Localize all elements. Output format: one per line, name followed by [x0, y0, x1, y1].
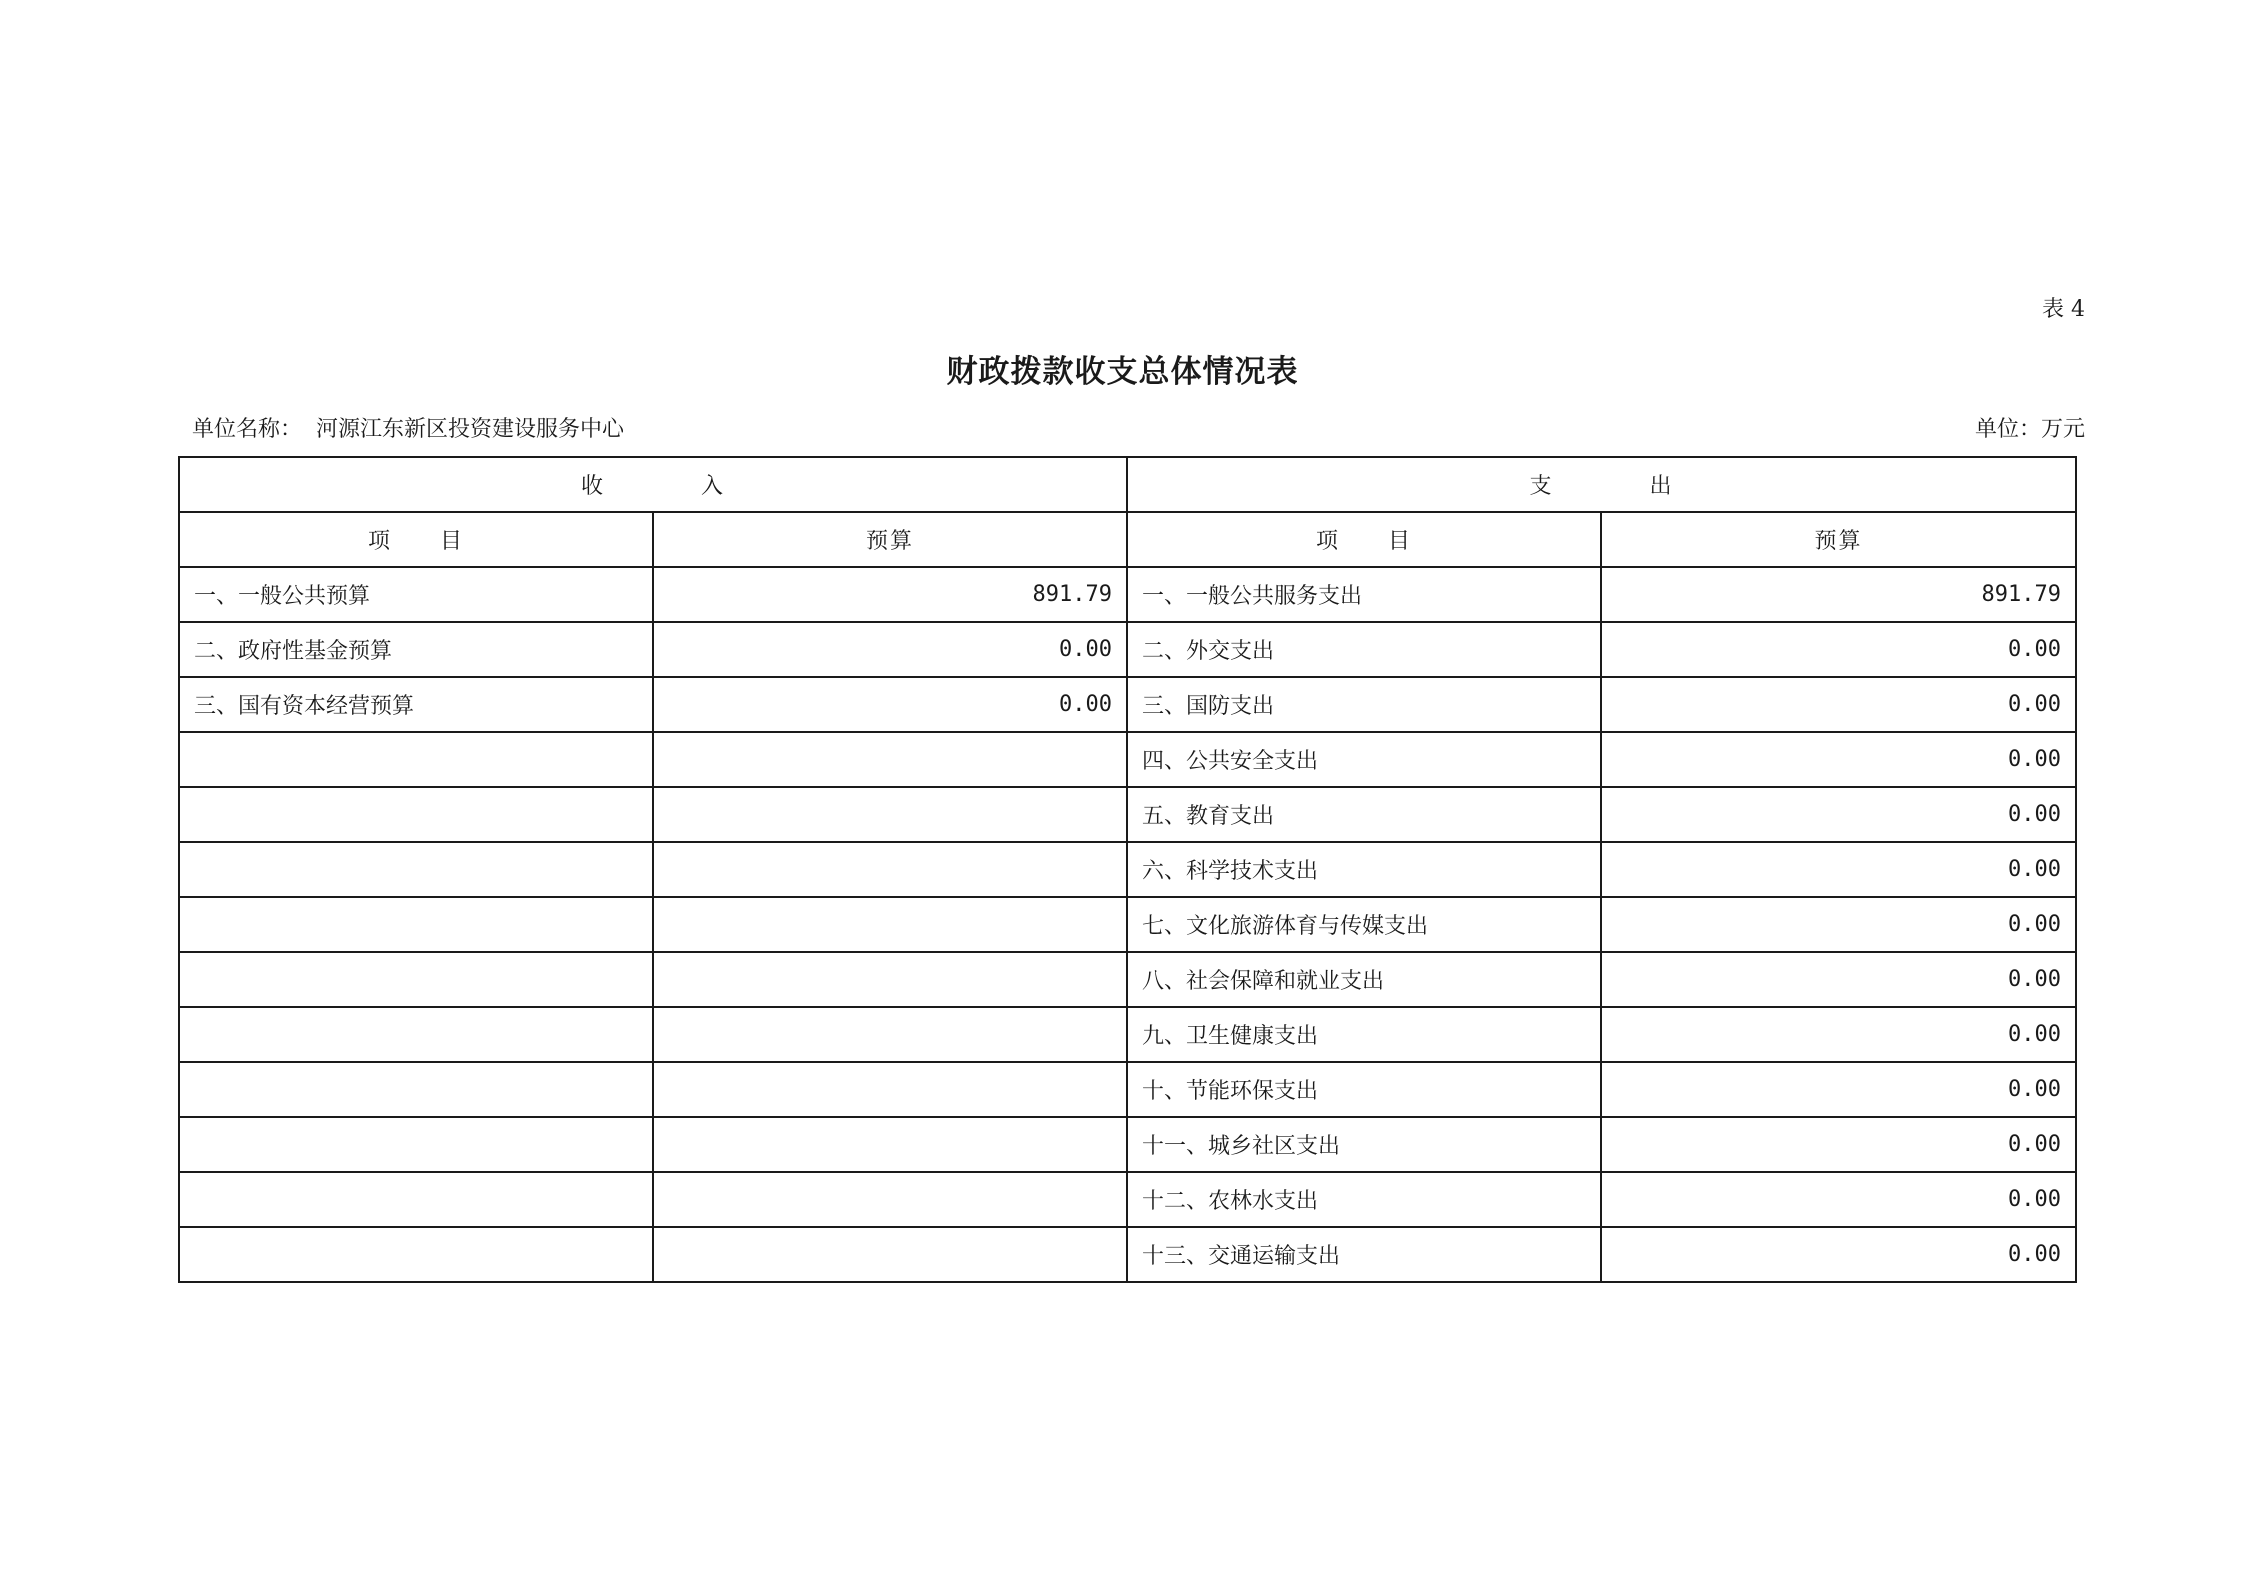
income-item-cell	[179, 952, 653, 1007]
table-row	[179, 677, 2076, 732]
table-row	[179, 1117, 2076, 1172]
expense-budget-header: 预算	[1601, 512, 2076, 567]
income-item-cell	[179, 1117, 653, 1172]
unit-name-group	[192, 412, 624, 443]
income-item-cell	[179, 897, 653, 952]
income-budget-cell	[653, 732, 1127, 787]
income-item-header: 项 目	[179, 512, 653, 567]
income-budget-cell: 0.00	[653, 677, 1127, 732]
income-item-cell	[179, 1062, 653, 1117]
expense-budget-cell: 0.00	[1601, 1172, 2076, 1227]
income-budget-cell: 0.00	[653, 622, 1127, 677]
expense-item-cell: 十一、城乡社区支出	[1127, 1117, 1601, 1172]
table-row	[179, 732, 2076, 787]
table-row	[179, 1007, 2076, 1062]
income-budget-cell	[653, 1007, 1127, 1062]
table-row	[179, 1227, 2076, 1282]
expense-item-cell: 八、社会保障和就业支出	[1127, 952, 1601, 1007]
unit-name-label: 单位名称：	[192, 417, 303, 442]
income-item-cell	[179, 1172, 653, 1227]
expense-budget-cell: 0.00	[1601, 1117, 2076, 1172]
income-budget-cell	[653, 1117, 1127, 1172]
expense-budget-cell: 0.00	[1601, 1062, 2076, 1117]
table-number: 表 4	[2042, 297, 2085, 322]
income-item-cell	[179, 842, 653, 897]
expense-budget-cell: 0.00	[1601, 787, 2076, 842]
income-item-cell: 三、国有资本经营预算	[179, 677, 653, 732]
budget-table	[178, 456, 2077, 1283]
income-budget-cell	[653, 1172, 1127, 1227]
expense-item-cell: 十二、农林水支出	[1127, 1172, 1601, 1227]
income-item-cell	[179, 732, 653, 787]
income-header: 收 入	[179, 457, 1127, 512]
table-row	[179, 1062, 2076, 1117]
unit-label: 单位：万元	[1974, 417, 2085, 442]
expense-item-cell: 二、外交支出	[1127, 622, 1601, 677]
table-row	[179, 897, 2076, 952]
income-budget-cell	[653, 1227, 1127, 1282]
table-row	[179, 1172, 2076, 1227]
expense-item-cell: 十三、交通运输支出	[1127, 1227, 1601, 1282]
income-budget-cell: 891.79	[653, 567, 1127, 622]
expense-item-cell: 七、文化旅游体育与传媒支出	[1127, 897, 1601, 952]
page-title: 财政拨款收支总体情况表	[946, 354, 1299, 390]
table-row	[179, 842, 2076, 897]
meta-row	[192, 412, 2085, 443]
expense-budget-cell: 891.79	[1601, 567, 2076, 622]
expense-item-header: 项 目	[1127, 512, 1601, 567]
income-budget-cell	[653, 842, 1127, 897]
expense-item-cell: 一、一般公共服务支出	[1127, 567, 1601, 622]
column-header-row	[179, 512, 2076, 567]
income-budget-cell	[653, 1062, 1127, 1117]
section-header-row	[179, 457, 2076, 512]
income-budget-cell	[653, 897, 1127, 952]
expense-budget-cell: 0.00	[1601, 622, 2076, 677]
expense-item-cell: 九、卫生健康支出	[1127, 1007, 1601, 1062]
table-row	[179, 787, 2076, 842]
expense-budget-cell: 0.00	[1601, 897, 2076, 952]
income-item-cell: 一、一般公共预算	[179, 567, 653, 622]
income-item-cell	[179, 1227, 653, 1282]
expense-item-cell: 十、节能环保支出	[1127, 1062, 1601, 1117]
income-budget-cell	[653, 952, 1127, 1007]
unit-name: 河源江东新区投资建设服务中心	[316, 417, 625, 442]
expense-item-cell: 三、国防支出	[1127, 677, 1601, 732]
income-budget-cell	[653, 787, 1127, 842]
income-item-cell: 二、政府性基金预算	[179, 622, 653, 677]
income-item-cell	[179, 1007, 653, 1062]
expense-item-cell: 四、公共安全支出	[1127, 732, 1601, 787]
expense-header: 支 出	[1127, 457, 2076, 512]
expense-item-cell: 六、科学技术支出	[1127, 842, 1601, 897]
expense-budget-cell: 0.00	[1601, 732, 2076, 787]
expense-budget-cell: 0.00	[1601, 677, 2076, 732]
table-row	[179, 622, 2076, 677]
income-budget-header: 预算	[653, 512, 1127, 567]
expense-budget-cell: 0.00	[1601, 1007, 2076, 1062]
expense-item-cell: 五、教育支出	[1127, 787, 1601, 842]
income-item-cell	[179, 787, 653, 842]
expense-budget-cell: 0.00	[1601, 1227, 2076, 1282]
table-row	[179, 952, 2076, 1007]
expense-budget-cell: 0.00	[1601, 842, 2076, 897]
table-row	[179, 567, 2076, 622]
expense-budget-cell: 0.00	[1601, 952, 2076, 1007]
